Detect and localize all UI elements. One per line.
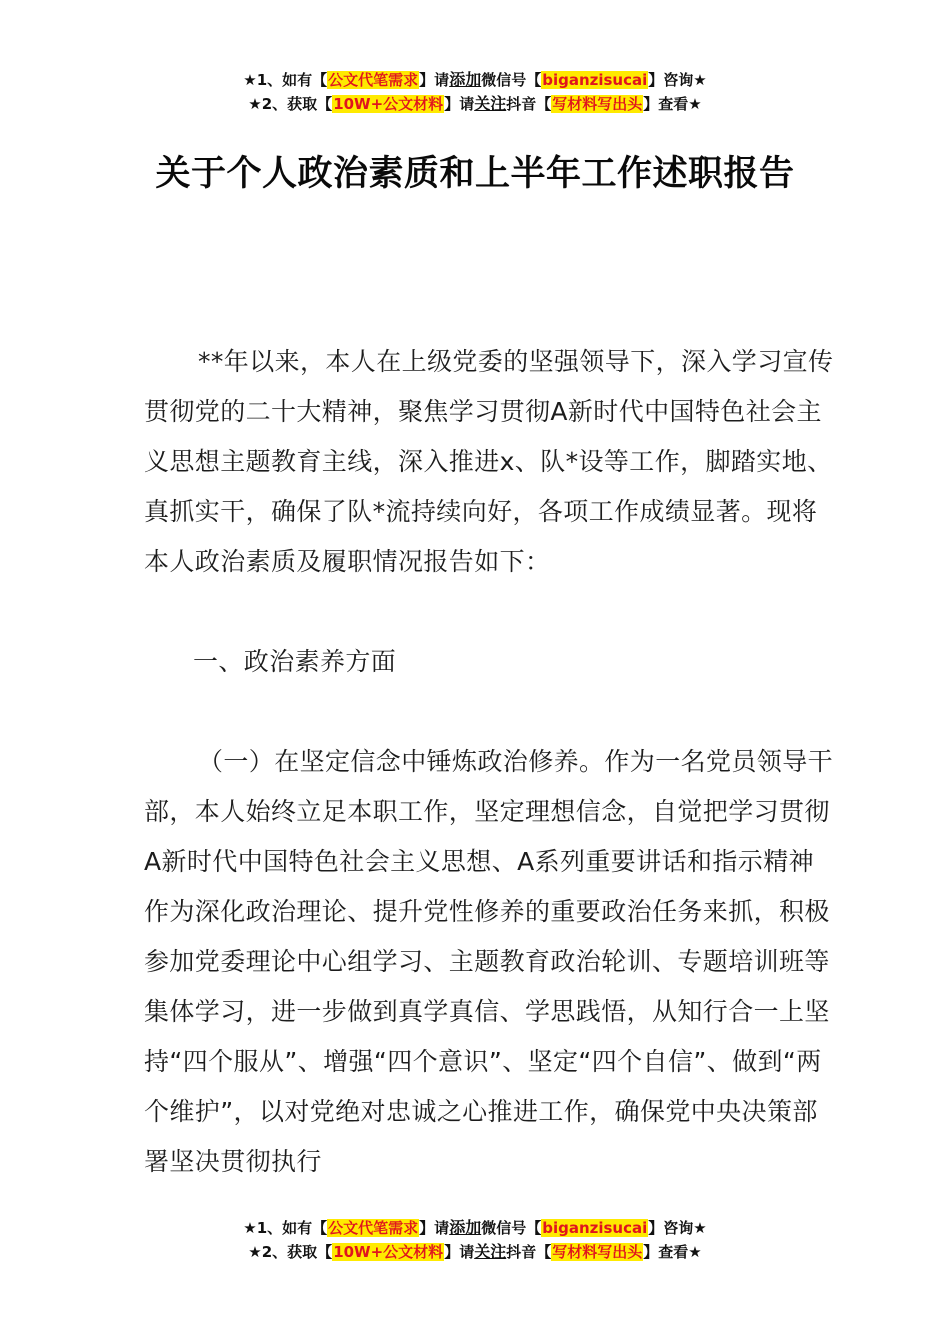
promo-line-1: ★1、如有【公文代笔需求】请添加微信号【biganzisucai】咨询★ (243, 1218, 707, 1237)
promo-banner-bottom (0, 1216, 950, 1264)
highlight-materials: 10W+公文材料 (333, 95, 444, 113)
promo-line-1: ★1、如有【公文代笔需求】请添加微信号【biganzisucai】咨询★ (243, 70, 707, 89)
highlight-materials: 10W+公文材料 (333, 1243, 444, 1261)
highlight-service: 公文代笔需求 (328, 1219, 419, 1237)
section-paragraph: （一）在坚定信念中锤炼政治修养。作为一名党员领导干部，本人始终立足本职工作，坚定理想信念，自觉把学习贯彻A新时代中国特色社会主义思想、A系列重要讲话和指示精神作为深化政治理论、提升党性修养的重要政治任务来抓，积极参加党委理论中心组学习、主题教育政治轮训、专题培训班等集体学习，进一步做到真学真信、学思践悟，从知行合一上坚持“四个服从”、增强“四个意识”、坚定“四个自信”、做到“两个维护”，以对党绝对忠诚之心推进工作，确保党中央决策部署坚决贯彻执行 (144, 747, 834, 1176)
highlight-wechat-id: biganzisucai (542, 71, 648, 89)
intro-paragraph: **年以来，本人在上级党委的坚强领导下，深入学习宣传贯彻党的二十大精神，聚焦学习贯彻A新时代中国特色社会主义思想主题教育主线，深入推进x、队*设等工作，脚踏实地、真抓实干，确保了队*流持续向好，各项工作成绩显著。现将本人政治素质及履职情况报告如下： (144, 347, 834, 576)
highlight-wechat-id: biganzisucai (542, 1219, 648, 1237)
highlight-douyin: 写材料写出头 (552, 95, 643, 113)
highlight-douyin: 写材料写出头 (552, 1243, 643, 1261)
promo-banner-top (0, 68, 950, 116)
promo-line-2: ★2、获取【10W+公文材料】请关注抖音【写材料写出头】查看★ (248, 1242, 702, 1261)
highlight-service: 公文代笔需求 (328, 71, 419, 89)
page-title: 关于个人政治素质和上半年工作述职报告 (155, 154, 795, 194)
section-heading: 一、政治素养方面 (193, 647, 397, 676)
promo-line-2: ★2、获取【10W+公文材料】请关注抖音【写材料写出头】查看★ (248, 94, 702, 113)
